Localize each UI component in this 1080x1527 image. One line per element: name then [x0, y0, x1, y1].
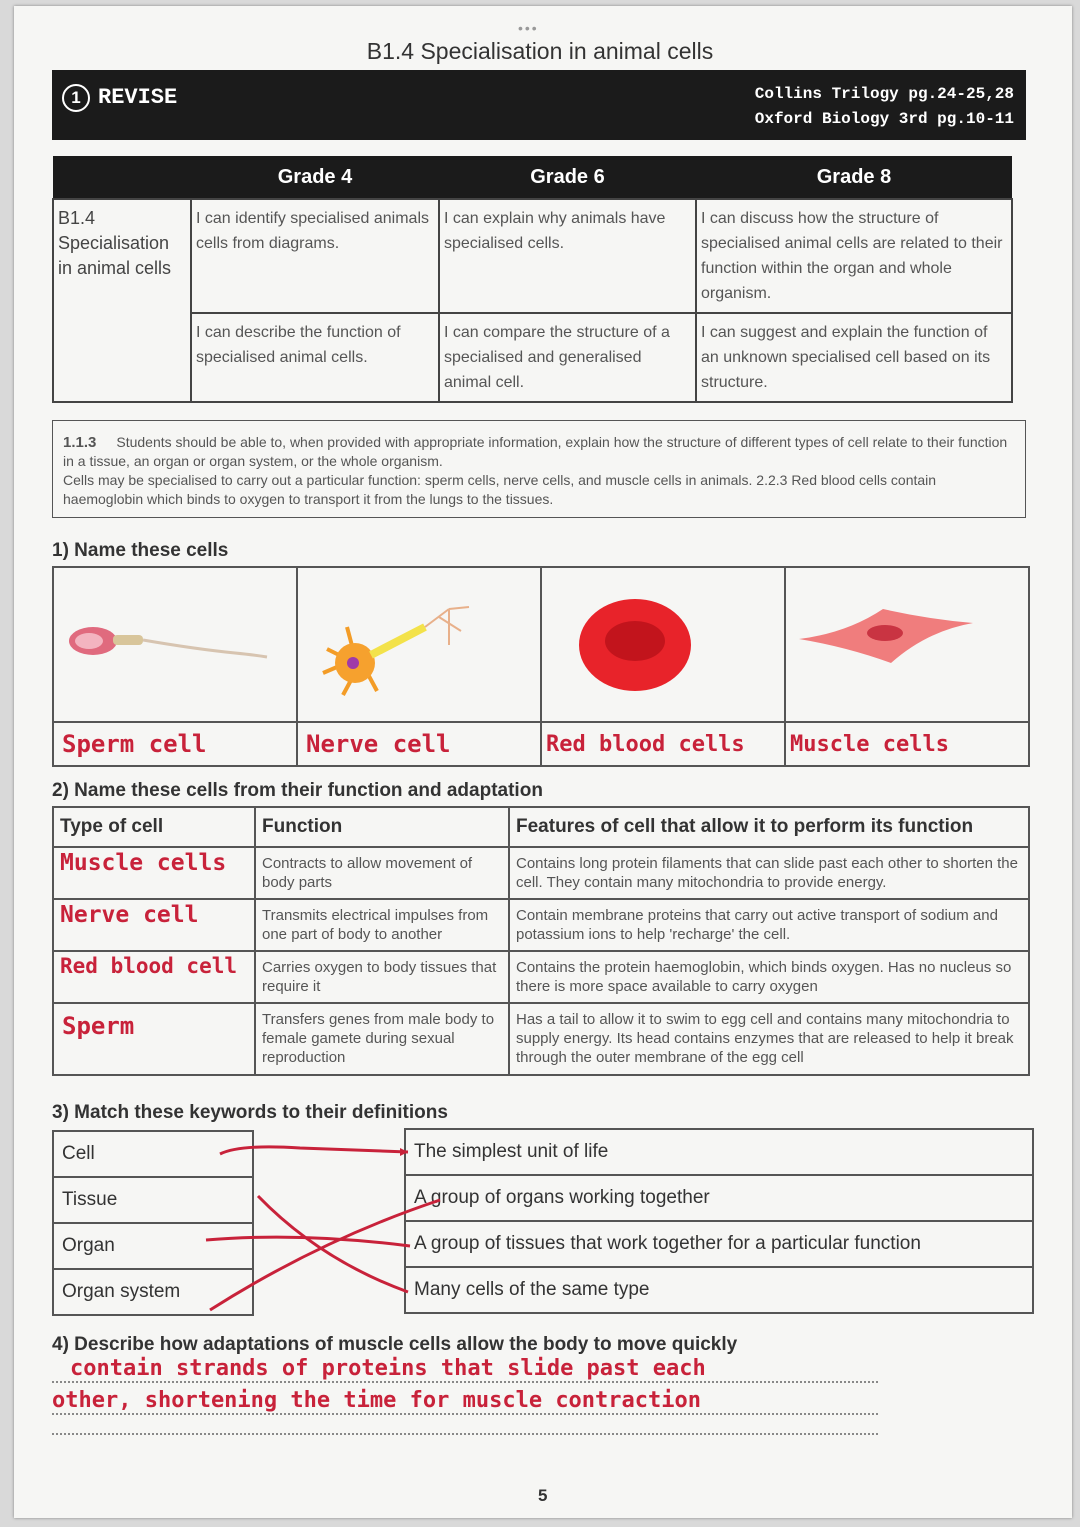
- reference-collins: Collins Trilogy pg.24-25,28: [754, 85, 1014, 103]
- page-number: 5: [538, 1486, 548, 1505]
- q4-heading: 4) Describe how adaptations of muscle cells allow the body to move quickly: [52, 1334, 738, 1355]
- answer-muscle[interactable]: Muscle cells: [785, 722, 1029, 766]
- answer-line-3[interactable]: [52, 1432, 878, 1435]
- match-line-cell[interactable]: [220, 1147, 408, 1154]
- answer-line-1[interactable]: contain strands of proteins that slide past each: [52, 1356, 878, 1383]
- cell-features: Has a tail to allow it to swim to egg cell and contains many mitochondria to supply energy. Its head contains enzymes that are released to help it break through the outer membrane of the egg cell: [509, 1003, 1029, 1075]
- grade-statement: I can identify specialised animals cells from diagrams.: [191, 199, 439, 313]
- grade-header: Grade 6: [439, 156, 696, 199]
- match-line-organ[interactable]: [206, 1237, 410, 1246]
- column-header: Function: [255, 807, 509, 847]
- grade-header: Grade 4: [191, 156, 439, 199]
- cell-type-answer[interactable]: Sperm: [53, 1003, 255, 1075]
- answer-nerve[interactable]: Nerve cell: [297, 722, 541, 766]
- q1-heading: 1) Name these cells: [52, 540, 229, 561]
- spec-text: Cells may be specialised to carry out a particular function: sperm cells, nerve cells, and muscle cells in animals. 2.2.3 Red blood cells contain haemoglobin which binds to oxygen to transport it from the lungs to the tissues.: [63, 472, 937, 507]
- column-header: Features of cell that allow it to perform its function: [509, 807, 1029, 847]
- cell-type-answer[interactable]: Muscle cells: [53, 847, 255, 899]
- grade-statement: I can describe the function of specialised animal cells.: [191, 313, 439, 402]
- cell-type-answer[interactable]: Red blood cell: [53, 951, 255, 1003]
- grade-statement: I can compare the structure of a specialised and generalised animal cell.: [439, 313, 696, 402]
- spec-text: Students should be able to, when provided with appropriate information, explain how the structure of different types of cell relate to their function in a tissue, an organ or organ system, or the whole organism.: [63, 434, 1008, 469]
- cell-type-answer[interactable]: Nerve cell: [53, 899, 255, 951]
- reference-oxford: Oxford Biology 3rd pg.10-11: [754, 110, 1014, 128]
- topic-cell: B1.4 Specialisation in animal cells: [53, 199, 191, 402]
- answer-line-2[interactable]: other, shortening the time for muscle contraction: [52, 1388, 878, 1415]
- column-header: Type of cell: [53, 807, 255, 847]
- spec-code: 1.1.3: [63, 434, 97, 451]
- cell-function: Transfers genes from male body to female gamete during sexual reproduction: [255, 1003, 509, 1075]
- answer-sperm[interactable]: Sperm cell: [53, 722, 297, 766]
- answer-red-blood[interactable]: Red blood cells: [541, 722, 785, 766]
- definition: The simplest unit of life: [405, 1129, 1033, 1175]
- section-label: REVISE: [98, 85, 178, 110]
- section-number: 1: [62, 84, 90, 112]
- cell-function: Carries oxygen to body tissues that require it: [255, 951, 509, 1003]
- cell-function: Contracts to allow movement of body parts: [255, 847, 509, 899]
- page-title: B1.4 Specialisation in animal cells: [366, 38, 714, 64]
- definition: Many cells of the same type: [405, 1267, 1033, 1313]
- cell-features: Contains the protein haemoglobin, which binds oxygen. Has no nucleus so there is more space available to carry oxygen: [509, 951, 1029, 1003]
- definition: A group of organs working together: [405, 1175, 1033, 1221]
- grade-statement: I can suggest and explain the function of an unknown specialised cell based on its structure.: [696, 313, 1012, 402]
- match-line-organ-system[interactable]: [210, 1200, 440, 1310]
- grade-header: Grade 8: [696, 156, 1012, 199]
- handle-dots: •••: [518, 20, 539, 36]
- q3-heading: 3) Match these keywords to their definitions: [52, 1102, 448, 1123]
- cell-function: Transmits electrical impulses from one part of body to another: [255, 899, 509, 951]
- cell-features: Contains long protein filaments that can slide past each other to shorten the cell. They contain many mitochondria to provide energy.: [509, 847, 1029, 899]
- grade-statement: I can explain why animals have specialised cells.: [439, 199, 696, 313]
- keyword: Cell: [53, 1131, 253, 1177]
- definition: A group of tissues that work together for a particular function: [405, 1221, 1033, 1267]
- keyword: Organ system: [53, 1269, 253, 1315]
- keyword: Organ: [53, 1223, 253, 1269]
- q2-heading: 2) Name these cells from their function and adaptation: [52, 780, 543, 801]
- keyword: Tissue: [53, 1177, 253, 1223]
- grade-statement: I can discuss how the structure of specialised animal cells are related to their function within the organ and whole organism.: [696, 199, 1012, 313]
- cell-features: Contain membrane proteins that carry out active transport of sodium and potassium ions to help 'recharge' the cell.: [509, 899, 1029, 951]
